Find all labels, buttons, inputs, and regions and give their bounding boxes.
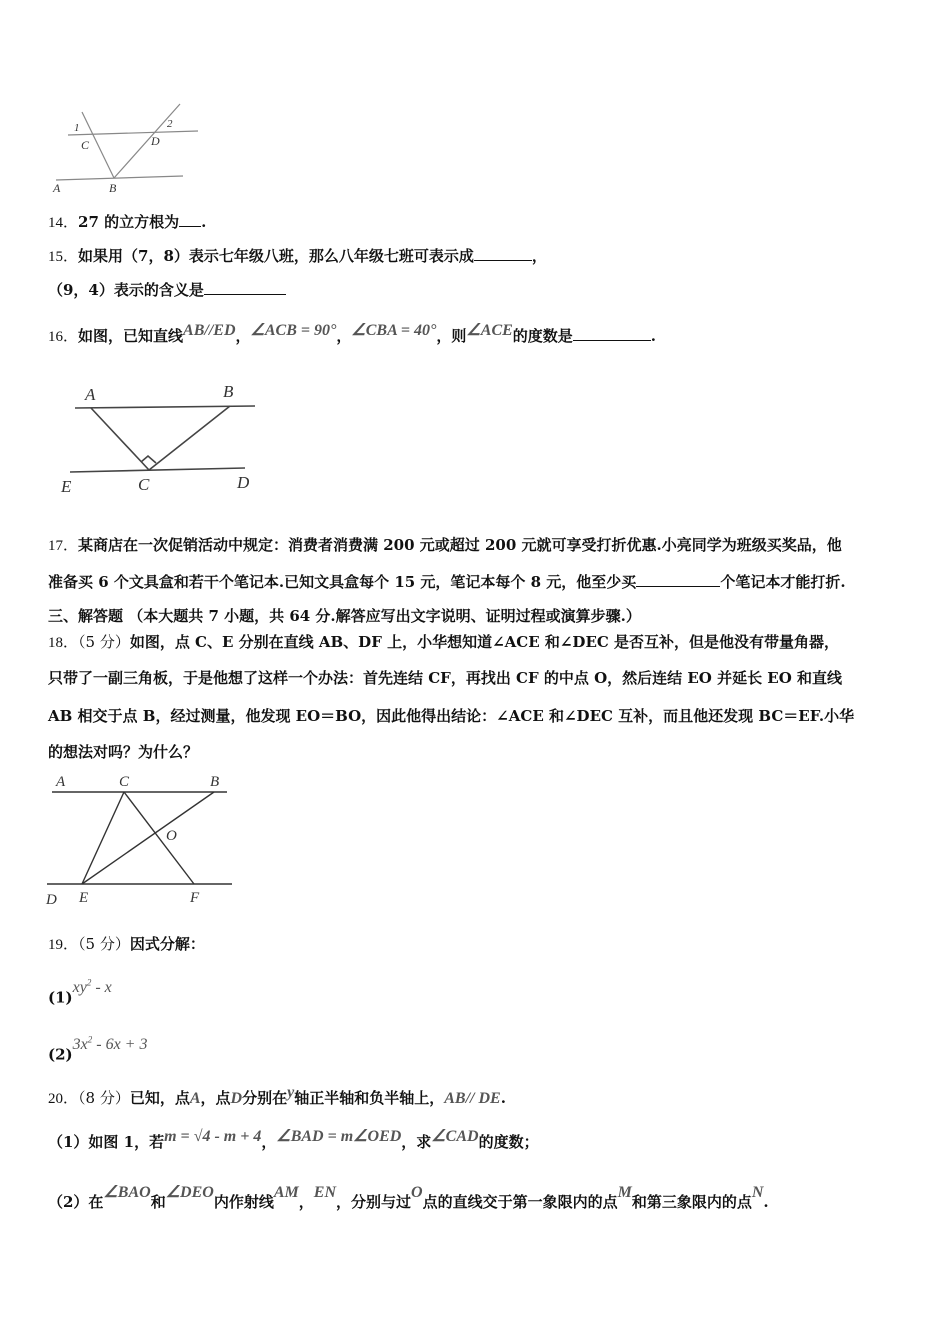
q15-text: 如果用（7，8）表示七年级八班，那么八年级七班可表示成 xyxy=(78,247,474,265)
figure-q13 xyxy=(48,100,208,195)
q20-math-O: O xyxy=(411,1184,423,1201)
q16-end: . xyxy=(650,327,657,345)
q20-part1-label: （1）如图 1，若 xyxy=(48,1133,165,1151)
q16-math-angle-acb: ∠ACB = 90° xyxy=(250,322,337,339)
q18-line2: 只带了一副三角板，于是他想了这样一个办法：首先连结 CF，再找出 CF 的中点 O，然后连结 EO 并延长 EO 和直线 xyxy=(48,669,843,687)
q20-s3: 的度数； xyxy=(478,1133,539,1151)
q19-part2-label: (2) xyxy=(48,1045,73,1064)
q18-line4: 的想法对吗？为什么？ xyxy=(48,743,199,761)
q19-expr1 xyxy=(73,979,112,996)
q20-t4: 轴正半轴和负半轴上， xyxy=(294,1089,445,1107)
q16-math-angle-ace: ∠ACE xyxy=(466,322,513,339)
q16-sep2: ， xyxy=(336,327,352,345)
q19-number: 19． xyxy=(48,937,79,953)
fig13-label-2: 2 xyxy=(167,118,173,130)
fig13-label-A: A xyxy=(53,181,61,195)
fig13-label-B: B xyxy=(109,181,117,195)
q20-math-EN: EN xyxy=(313,1184,336,1201)
fig18-label-C: C xyxy=(119,774,130,790)
q20-math-N: N xyxy=(751,1184,764,1201)
fig13-label-C: C xyxy=(81,138,90,152)
fig13-label-D: D xyxy=(151,134,160,148)
fig18-label-A: A xyxy=(56,774,66,790)
q15-line2: （9，4）表示的含义是 xyxy=(48,281,204,299)
q16-sep1: ， xyxy=(235,327,251,345)
fig16-label-C: C xyxy=(138,475,150,494)
q19-expr1-exp: 2 xyxy=(86,978,92,988)
q20-math-angle-deo: ∠DEO xyxy=(165,1184,214,1201)
q15-answer-blank-2[interactable] xyxy=(204,280,286,295)
q17-line2b: 个笔记本才能打折. xyxy=(720,573,846,591)
q16-post: 的度数是 xyxy=(512,327,573,345)
q20-s10: . xyxy=(763,1193,769,1211)
q20-math-m-eq: m = √4 - m + 4 xyxy=(164,1128,262,1145)
question-18-line3 xyxy=(48,706,854,726)
question-19-part2 xyxy=(48,1035,148,1065)
q20-math-angle-bao: ∠BAO xyxy=(103,1184,151,1201)
question-20-part2 xyxy=(48,1184,769,1213)
question-20 xyxy=(48,1084,506,1109)
question-19 xyxy=(48,934,205,955)
question-15-line2 xyxy=(48,280,286,300)
q20-t2: ，点 xyxy=(200,1089,231,1107)
q20-s6: ， xyxy=(298,1193,314,1211)
q20-math-y: y xyxy=(287,1084,295,1101)
q17-line1: 某商店在一次促销活动中规定：消费者消费满 200 元或超过 200 元就可享受打折优惠.小亮同学为班级买奖品，他 xyxy=(78,536,842,554)
q20-math-angle-bad: ∠BAD = m∠OED xyxy=(276,1128,402,1145)
q19-expr1-rest: - x xyxy=(95,979,112,997)
section-3-heading xyxy=(48,606,641,626)
q19-expr2-exp: 2 xyxy=(87,1035,93,1045)
q20-s7: ，分别与过 xyxy=(336,1193,412,1211)
fig18-label-B: B xyxy=(210,774,220,790)
q20-number: 20． xyxy=(48,1091,79,1107)
q20-s2: ，求 xyxy=(401,1133,432,1151)
q15-end: ， xyxy=(531,247,547,265)
q20-math-AM: AM xyxy=(273,1184,299,1201)
question-18-line4 xyxy=(48,742,198,762)
q20-t1: 已知，点 xyxy=(129,1089,190,1107)
q20-math-angle-cad: ∠CAD xyxy=(431,1128,479,1145)
q20-t3: 分别在 xyxy=(242,1089,288,1107)
q20-s8: 点的直线交于第一象限内的点 xyxy=(422,1193,618,1211)
q18-line1: 如图，点 C、E 分别在直线 AB、DF 上，小华想知道∠ACE 和∠DEC 是否互补，但是他没有带量角器， xyxy=(129,633,840,651)
q19-expr2-rest: - 6x + 3 xyxy=(96,1036,148,1054)
q20-score: （8 分） xyxy=(78,1089,130,1107)
q19-text: 因式分解： xyxy=(129,935,205,953)
q14-answer-blank[interactable] xyxy=(179,212,201,227)
q20-s1: ， xyxy=(261,1133,277,1151)
question-16 xyxy=(48,322,657,347)
figure-q18 xyxy=(42,770,242,910)
q16-math-parallel: AB//ED xyxy=(183,322,236,339)
fig16-label-B: B xyxy=(223,382,234,401)
q15-answer-blank-1[interactable] xyxy=(474,246,532,261)
question-18 xyxy=(48,632,839,653)
q17-line2a: 准备买 6 个文具盒和若干个笔记本.已知文具盒每个 15 元，笔记本每个 8 元，他至少买 xyxy=(48,573,637,591)
q15-number: 15． xyxy=(48,249,79,265)
fig18-label-D: D xyxy=(46,892,57,908)
q19-expr1-base: xy xyxy=(72,979,87,997)
q16-mid: ，则 xyxy=(436,327,467,345)
q18-number: 18． xyxy=(48,635,79,651)
q14-number: 14． xyxy=(48,215,79,231)
q18-score: （5 分） xyxy=(78,633,130,651)
q20-math-parallel: AB// DE xyxy=(444,1090,501,1107)
fig18-label-F: F xyxy=(190,890,200,906)
question-14 xyxy=(48,212,206,233)
q16-number: 16． xyxy=(48,329,79,345)
q20-math-A: A xyxy=(189,1090,201,1107)
fig18-label-E: E xyxy=(79,890,89,906)
q16-answer-blank[interactable] xyxy=(573,326,651,341)
q14-text: 27 的立方根为 xyxy=(78,213,180,231)
section-3-text: 三、解答题 （本大题共 7 小题，共 64 分.解答应写出文字说明、证明过程或演算步骤.） xyxy=(48,607,641,625)
q14-end: . xyxy=(201,213,207,231)
question-20-part1 xyxy=(48,1128,539,1153)
q20-s5: 内作射线 xyxy=(213,1193,274,1211)
q20-math-D: D xyxy=(230,1090,243,1107)
q16-math-angle-cba: ∠CBA = 40° xyxy=(351,322,437,339)
q19-part1-label: (1) xyxy=(48,988,73,1007)
q20-s4: 和 xyxy=(150,1193,166,1211)
fig16-label-D: D xyxy=(237,473,250,492)
question-17 xyxy=(48,535,842,556)
question-17-line2 xyxy=(48,572,846,592)
question-19-part1 xyxy=(48,978,112,1008)
fig16-label-A: A xyxy=(85,385,96,404)
q19-expr2-base: 3x xyxy=(72,1036,88,1054)
question-18-line2 xyxy=(48,668,842,688)
q20-math-M: M xyxy=(617,1184,632,1201)
q17-number: 17． xyxy=(48,538,79,554)
q19-score: （5 分） xyxy=(78,935,130,953)
question-15 xyxy=(48,246,547,267)
q20-s9: 和第三象限内的点 xyxy=(631,1193,752,1211)
q18-line3: AB 相交于点 B，经过测量，他发现 EO＝BO，因此他得出结论：∠ACE 和∠DEC 互补，而且他还发现 BC＝EF.小华 xyxy=(48,707,855,725)
fig13-label-1: 1 xyxy=(74,122,80,134)
q16-pre: 如图，已知直线 xyxy=(78,327,184,345)
figure-q16 xyxy=(55,380,270,498)
fig18-label-O: O xyxy=(166,828,177,844)
q20-part2-label: （2）在 xyxy=(48,1193,104,1211)
q19-expr2 xyxy=(73,1036,148,1053)
q20-t5: . xyxy=(500,1089,506,1107)
q17-answer-blank[interactable] xyxy=(636,572,720,587)
fig16-label-E: E xyxy=(61,477,72,496)
